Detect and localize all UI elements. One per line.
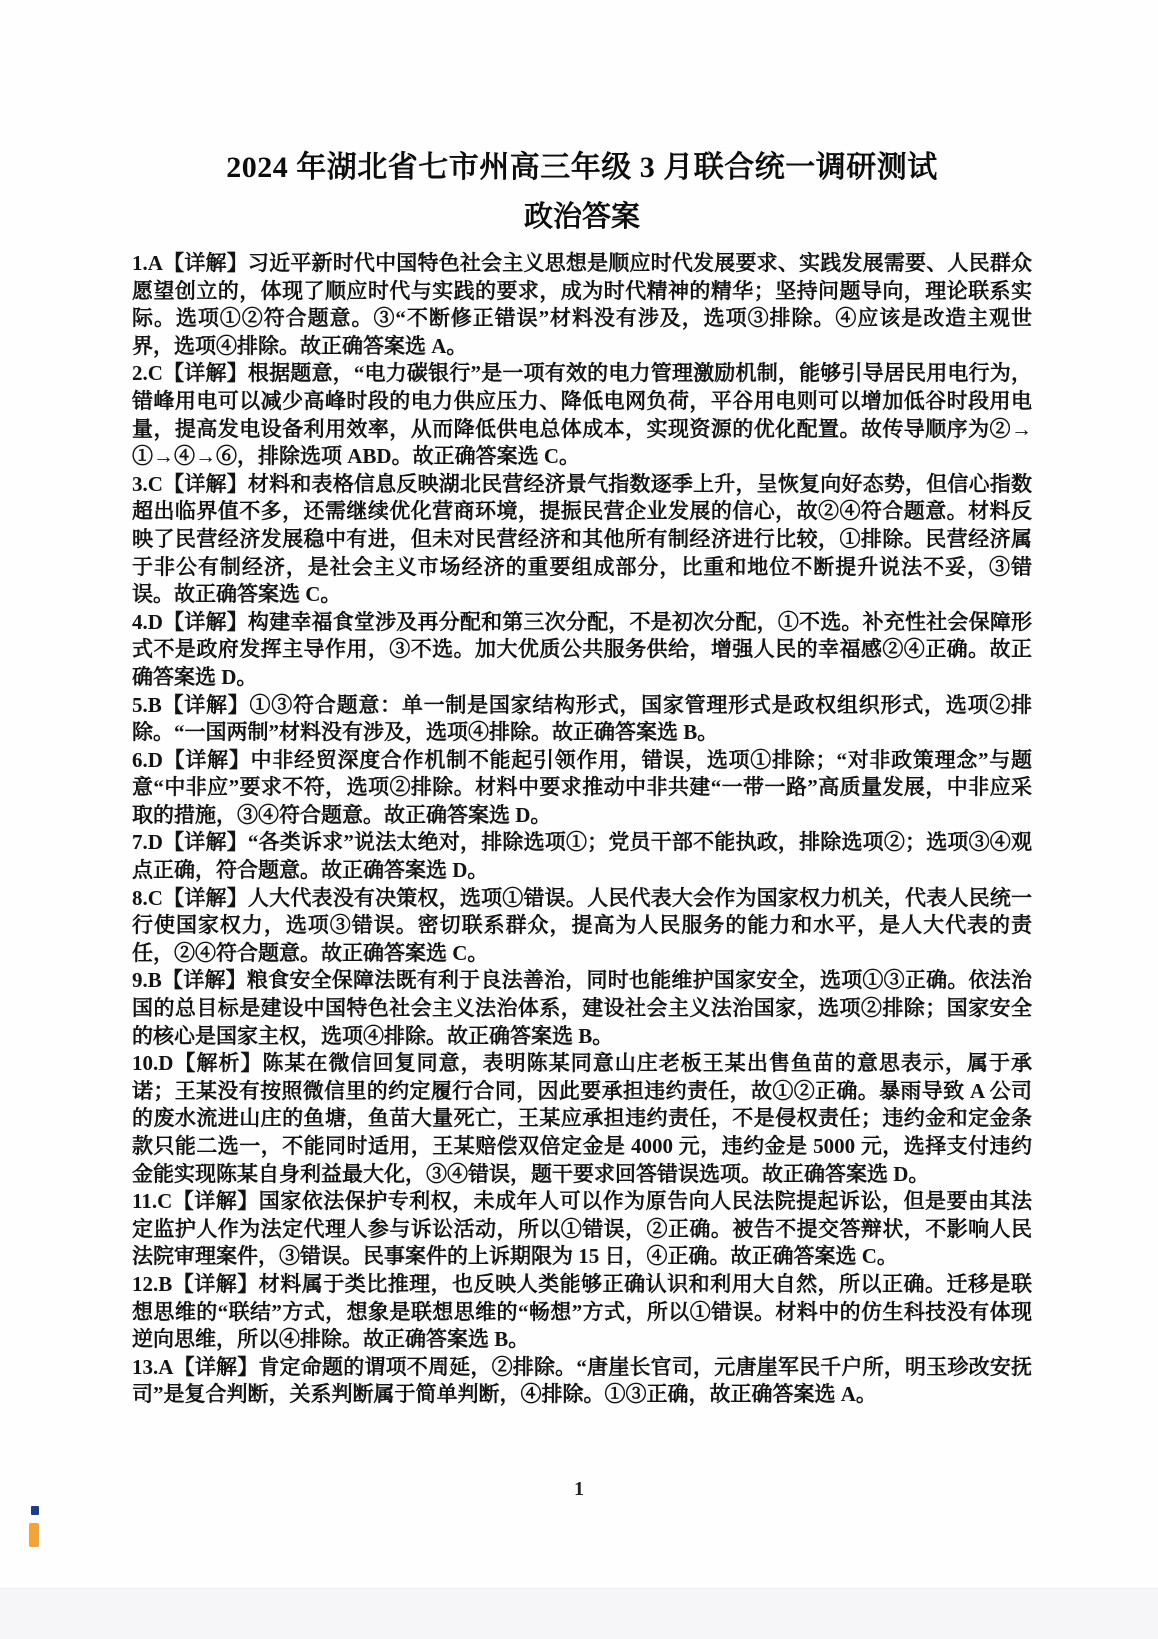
answer-label: 【详解】 xyxy=(162,471,248,496)
answer-number-choice: 1.A xyxy=(132,251,163,275)
answer-item xyxy=(132,250,1032,360)
answer-body: 习近平新时代中国特色社会主义思想是顺应时代发展要求、实践发展需要、人民群众愿望创立的，体现了顺应时代与实践的要求，成为时代精神的精华；坚持问题导向，理论联系实际。选项①②符合题意。③“不断修正错误”材料没有涉及，选项③排除。④应该是改造主观世界，选项④排除。故正确答案选 A。 xyxy=(132,251,1033,358)
answer-item xyxy=(132,609,1032,692)
answer-item xyxy=(132,967,1032,1050)
page-number: 1 xyxy=(574,1478,584,1500)
answer-body: 粮食安全保障法既有利于良法善治，同时也能维护国家安全，选项①③正确。依法治国的总目标是建设中国特色社会主义法治体系，建设社会主义法治国家，选项②排除；国家安全的核心是国家主权，选项④排除。故正确答案选 B。 xyxy=(132,968,1033,1048)
answers-list xyxy=(132,250,1032,1409)
answer-label: 【详解】 xyxy=(161,692,250,717)
answer-body: 陈某在微信回复同意，表明陈某同意山庄老板王某出售鱼苗的意思表示，属于承诺；王某没有按照微信里的约定履行合同，因此要承担违约责任，故①②正确。暴雨导致 A 公司的废水流进山庄的鱼塘，鱼苗大量死亡，王某应承担违约责任，不是侵权责任；违约金和定金条款只能二选一，不能同时适用，王某赔偿双倍定金是 4000 元，违约金是 5000 元，选择支付违约金能实现陈某自身利益最大化，③④错误，题干要求回答错误选项。故正确答案选 D。 xyxy=(132,1051,1033,1186)
photo-edge-strip xyxy=(0,1588,1158,1639)
answer-number-choice: 10.D xyxy=(132,1051,174,1076)
answer-body: “各类诉求”说法太绝对，排除选项①；党员干部不能执政，排除选项②；选项③④观点正确，符合题意。故正确答案选 D。 xyxy=(132,830,1033,883)
answer-number-choice: 3.C xyxy=(132,471,163,496)
answer-body: 材料和表格信息反映湖北民营经济景气指数逐季上升，呈恢复向好态势，但信心指数超出临界值不多，还需继续优化营商环境，提振民营企业发展的信心，故②④符合题意。材料反映了民营经济发展稳中有进，但未对民营经济和其他所有制经济进行比较，①排除。民营经济属于非公有制经济，是社会主义市场经济的重要组成部分，比重和地位不断提升说法不妥，③错误。故正确答案选 C。 xyxy=(132,471,1033,607)
answer-label: 【详解】 xyxy=(173,1354,259,1379)
answer-body: 国家依法保护专利权，未成年人可以作为原告向人民法院提起诉讼，但是要由其法定监护人作为法定代理人参与诉讼活动，所以①错误，②正确。被告不提交答辩状，不影响人民法院审理案件，③错误。民事案件的上诉期限为 15 日，④正确。故正确答案选 C。 xyxy=(132,1189,1032,1269)
answer-number-choice: 8.C xyxy=(132,885,163,910)
watermark-i-logo xyxy=(28,1504,42,1550)
answer-label: 【详解】 xyxy=(162,361,248,386)
answer-body: 根据题意，“电力碳银行”是一项有效的电力管理激励机制，能够引导居民用电行为，错峰用电可以减少高峰时段的电力供应压力、降低电网负荷，平谷用电则可以增加低谷时段用电量，提高发电设备利用效率，从而降低供电总体成本，实现资源的优化配置。故传导顺序为②→①→④→⑥，排除选项 ABD。故正确答案选 C。 xyxy=(132,361,1033,469)
answer-number-choice: 12.B xyxy=(132,1271,173,1296)
answer-label: 【详解】 xyxy=(172,1189,259,1214)
logo-dot-icon xyxy=(31,1506,39,1515)
answer-item xyxy=(132,1050,1032,1188)
logo-bar-icon xyxy=(29,1523,39,1547)
answer-item xyxy=(132,1188,1032,1271)
answer-body: 材料属于类比推理，也反映人类能够正确认识和利用大自然，所以正确。迁移是联想思维的“联结”方式，想象是联想思维的“畅想”方式，所以①错误。材料中的仿生科技没有体现逆向思维，所以④排除。故正确答案选 B。 xyxy=(132,1271,1032,1352)
answer-number-choice: 11.C xyxy=(132,1189,173,1214)
document-title: 2024 年湖北省七市州高三年级 3 月联合统一调研测试 xyxy=(226,151,938,184)
document-content xyxy=(132,0,1032,1409)
answer-item xyxy=(132,885,1032,968)
answer-number-choice: 9.B xyxy=(132,968,162,993)
answer-item xyxy=(132,1271,1032,1354)
answer-number-choice: 2.C xyxy=(132,361,163,386)
answer-label: 【解析】 xyxy=(173,1051,263,1076)
answer-item xyxy=(132,692,1032,747)
answer-body: 中非经贸深度合作机制不能起引领作用，错误，选项①排除；“对非政策理念”与题意“中非应”要求不符，选项②排除。材料中要求推动中非共建“一带一路”高质量发展，中非应采取的措施，③④符合题意。故正确答案选 D。 xyxy=(132,747,1033,827)
answer-label: 【详解】 xyxy=(162,251,248,275)
answer-body: 构建幸福食堂涉及再分配和第三次分配，不是初次分配，①不选。补充性社会保障形式不是政府发挥主导作用，③不选。加大优质公共服务供给，增强人民的幸福感②④正确。故正确答案选 D。 xyxy=(132,609,1033,689)
answer-label: 【详解】 xyxy=(162,609,248,634)
answer-body: 人大代表没有决策权，选项①错误。人民代表大会作为国家权力机关，代表人民统一行使国家权力，选项③错误。密切联系群众，提高为人民服务的能力和水平，是人大代表的责任，②④符合题意。故正确答案选 C。 xyxy=(132,885,1033,965)
document-subtitle: 政治答案 xyxy=(523,201,640,233)
answer-item xyxy=(132,829,1032,884)
answer-label: 【详解】 xyxy=(162,885,248,910)
answer-item xyxy=(132,471,1032,609)
answer-body: ①③符合题意：单一制是国家结构形式，国家管理形式是政权组织形式，选项②排除。“一国两制”材料没有涉及，选项④排除。故正确答案选 B。 xyxy=(132,692,1032,745)
answer-label: 【详解】 xyxy=(162,830,248,855)
answer-item xyxy=(132,747,1032,830)
answer-item xyxy=(132,1354,1032,1409)
answer-number-choice: 5.B xyxy=(132,692,162,717)
answer-number-choice: 7.D xyxy=(132,830,163,855)
answer-label: 【详解】 xyxy=(161,968,247,993)
answer-number-choice: 6.D xyxy=(132,747,163,772)
answer-label: 【详解】 xyxy=(172,1271,259,1296)
answer-label: 【详解】 xyxy=(162,747,251,772)
answer-number-choice: 4.D xyxy=(132,609,163,634)
answer-body: 肯定命题的谓项不周延，②排除。“唐崖长官司，元唐崖军民千户所，明玉珍改安抚司”是复合判断，关系判断属于简单判断，④排除。①③正确，故正确答案选 A。 xyxy=(132,1354,1033,1407)
answer-number-choice: 13.A xyxy=(132,1354,174,1379)
answer-item xyxy=(132,360,1032,470)
